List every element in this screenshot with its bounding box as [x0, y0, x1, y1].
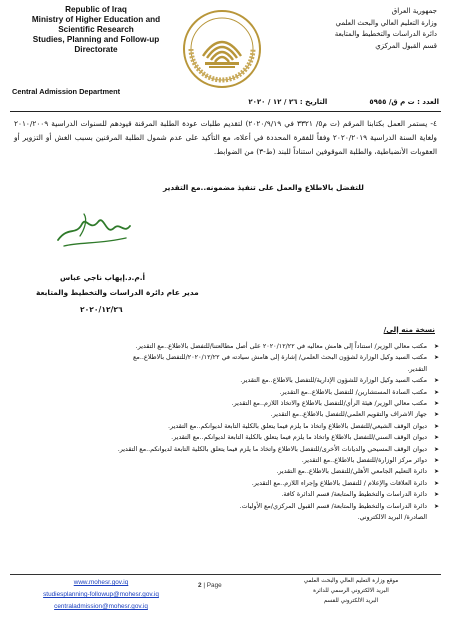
list-item: ➤ مكتب السيد وكيل الوزارة للشؤون الإدارية/للتفضل بالاطلاع..مع التقدير.	[14, 375, 439, 386]
list-item: ➤ مكتب معالي الوزير/ استناداً إلى هامش معاليه في ٢٠٢٠/١٢/٢٢ على أصل مطالعتنا/للتفضل بالاطلاع..مع التقدير.	[14, 341, 439, 352]
signatory-title: مدير عام دائرة الدراسات والتخطيط والمتابعة	[36, 288, 199, 297]
footer-divider	[10, 574, 441, 575]
page-number: 2 | Page	[198, 582, 222, 589]
list-item: الصادرة/ البريد الالكتروني.	[357, 513, 427, 522]
header-ar-line: دائرة الدراسات والتخطيط والمتابعة	[334, 30, 437, 38]
header-en-line: Scientific Research	[58, 25, 134, 34]
ministry-logo	[181, 8, 263, 90]
copies-list	[14, 341, 439, 524]
header-en-line: Ministry of Higher Education and	[31, 15, 161, 24]
header-en-line: Studies, Planning and Follow-up	[32, 35, 160, 44]
list-item: ➤ دائرة العلاقات والإعلام / للتفضل بالاطلاع وإجراء اللازم..مع التقدير.	[14, 478, 439, 489]
department-name: Central Admission Department	[12, 87, 121, 96]
list-item: ➤ ديوان الوقف المسيحي والديانات الأخرى/للتفضل بالاطلاع واتخاذ ما يلزم فيما يتعلق بالكلية التابعة لديوانكم..مع التقدير.	[14, 444, 439, 455]
footer-arabic	[291, 576, 411, 606]
email-link-department[interactable]: centraladmission@mohesr.gov.iq	[54, 603, 148, 610]
header-english	[16, 5, 176, 55]
footer-links	[26, 577, 176, 613]
page-label: Page	[206, 582, 222, 589]
list-item: ➤ ديوان الوقف السني/للتفضل بالاطلاع واتخاذ ما يلزم فيما يتعلق بالكلية التابعة لديوانكم..مع التقدير.	[14, 432, 439, 443]
website-link[interactable]: www.mohesr.gov.iq	[73, 579, 129, 586]
footer-ar-line: البريد الالكتروني للقسم	[323, 598, 379, 604]
email-link-directorate[interactable]: studiesplanning-followup@mohesr.gov.iq	[43, 591, 159, 598]
footer-ar-line: موقع وزارة التعليم العالي والبحث العلمي	[303, 578, 399, 584]
header-ar-line: وزارة التعليم العالي والبحث العلمي	[335, 18, 437, 27]
list-item: ➤ مكتب السيد وكيل الوزارة لشؤون البحث العلمي/ إشارة إلى هامش سيادته في ٢٠٢٠/١٢/٢٢/للتفضل بالاطلاع..مع	[14, 352, 439, 363]
header-ar-line: قسم القبول المركزي	[375, 41, 437, 50]
header-ar-line: جمهورية العراق	[391, 7, 437, 15]
list-item: ➤ مكتب السادة المستشارين/ للتفضل بالاطلاع..مع التقدير.	[14, 387, 439, 398]
header-en-line: Republic of Iraq	[65, 5, 127, 14]
list-item: ➤ مكتب معالي الوزير/ هيئة الرأي/للتفضل بالاطلاع والاتخاذ اللازم..مع التقدير.	[14, 398, 439, 409]
list-item: ➤ دوائر مركز الوزارة/للتفضل بالاطلاع..مع التقدير.	[14, 455, 439, 466]
body-paragraph: ٤- يستمر العمل بكتابنا المرقم (ت م٥/ ٣٣٢١ في ٢٠٢٠/٩/١٩) لتقديم طلبات عودة الطلبة المرقنة قيودهم للسنوات الدراسية ٢٠١٠/٢٠٠٩ ولغاية السنة الدراسية ٢٠٢٠/٢٠١٩ وفقاً للفقرة المحددة في أعلاه، مع التأكيد على عدم شمول الطلبة المرقنين بسبب الغش أو التزوير أو العقوبات الأنضباطية، والطلبة الموقوفين استناداً للبند (ط-٣) من الضوابط.	[14, 119, 437, 157]
handwritten-signature	[54, 206, 134, 252]
reference-number: العدد : ت م ق/ ٥٩٥٥	[369, 98, 439, 106]
list-item: التقدير.	[407, 364, 427, 373]
list-item: ➤ دائرة الدراسات والتخطيط والمتابعة/ قسم القبول المركزي/مع الأوليات.	[14, 501, 439, 512]
footer-ar-line: البريد الالكتروني الرسمي للدائرة	[313, 588, 389, 594]
list-item: ➤ جهاز الاشراف والتقويم العلمي/للتفضل بالاطلاع..مع التقدير.	[14, 409, 439, 420]
copies-heading: نسخة منه إلى/	[383, 325, 435, 334]
list-item: ➤ ديوان الوقف الشيعي/للتفضل بالاطلاع واتخاذ ما يلزم فيما يتعلق بالكلية التابعة لديوانكم..مع التقدير.	[14, 421, 439, 432]
letter-date: التاريخ : ٢٦ / ١٢ / ٢٠٢٠	[248, 98, 328, 106]
header-arabic	[287, 6, 437, 52]
closing-line: للتفضل بالاطلاع والعمل على تنفيذ مضمونه..مع التقدير	[163, 183, 364, 192]
list-item: ➤ دائرة التعليم الجامعي الأهلي/للتفضل بالاطلاع..مع التقدير.	[14, 466, 439, 477]
list-item: ➤ دائرة الدراسات والتخطيط والمتابعة/ قسم الدائرة كافة.	[14, 489, 439, 500]
header-divider	[10, 111, 441, 112]
signature-date: ٢٠٢٠/١٢/٢٦	[80, 305, 123, 314]
page-number-value: 2	[198, 582, 202, 589]
signatory-name: أ.م.د.إيهاب ناجي عباس	[60, 273, 146, 282]
reference-row	[28, 98, 439, 109]
header-en-line: Directorate	[74, 45, 118, 54]
